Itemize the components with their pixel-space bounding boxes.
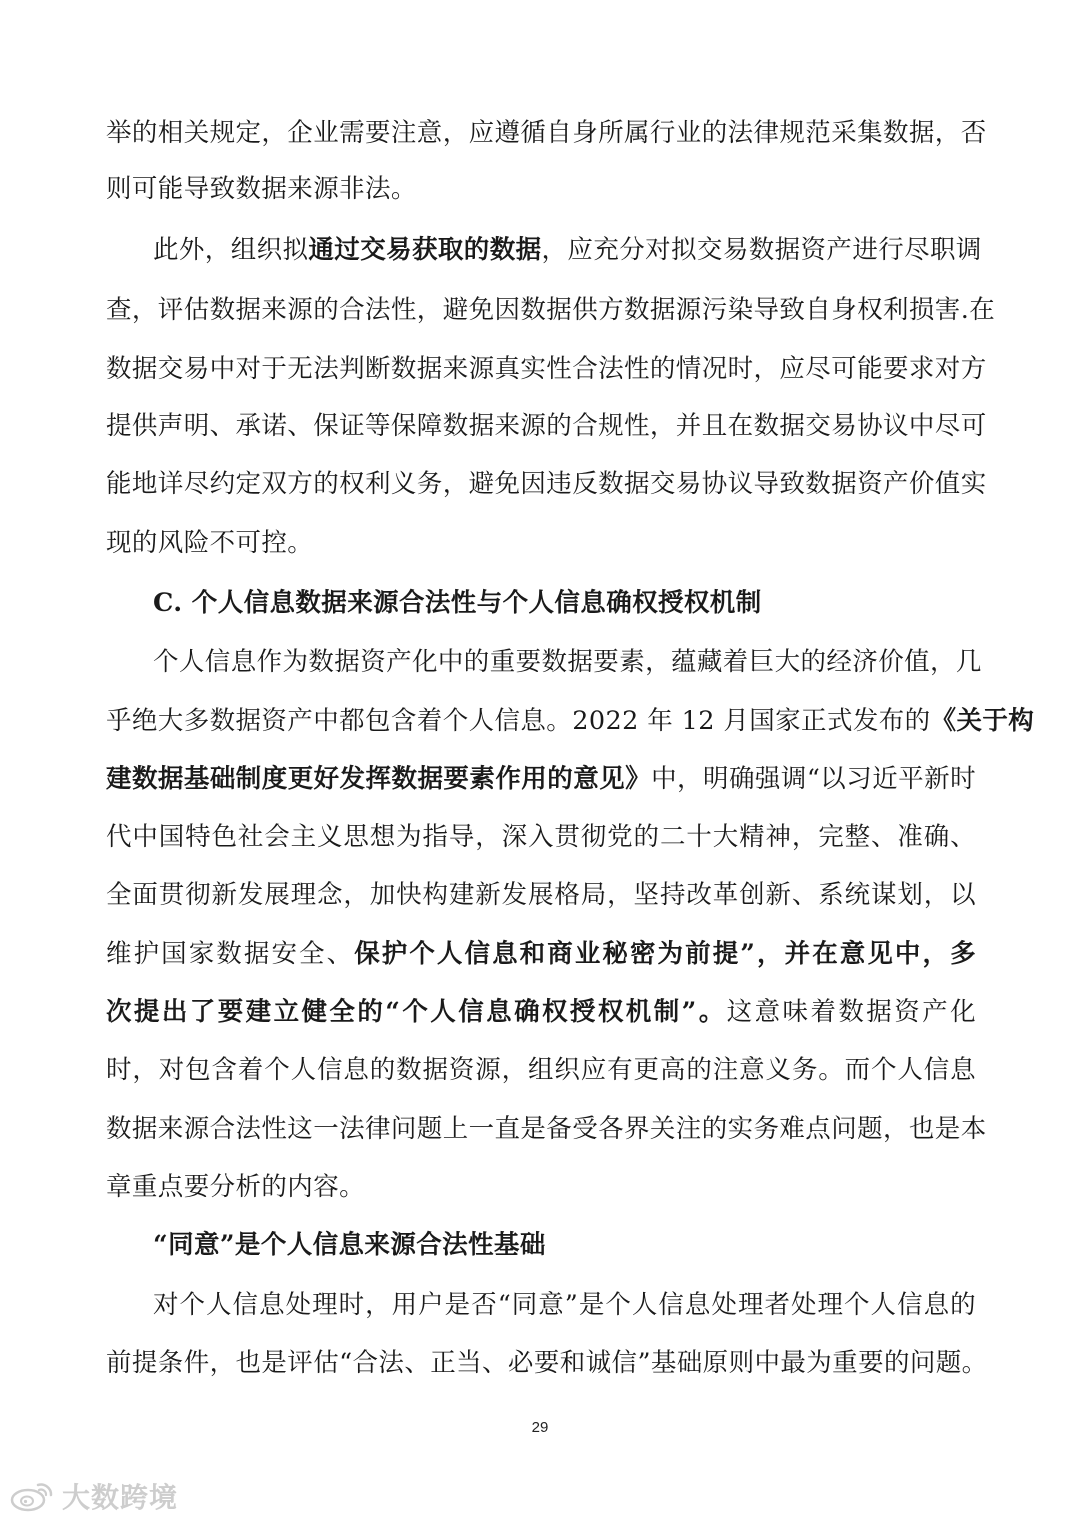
watermark: [8, 1476, 178, 1516]
watermark-text: 大数跨境: [62, 1481, 179, 1514]
paragraph-line: [106, 409, 987, 443]
paragraph-line: [106, 995, 976, 1029]
paragraph-line: [153, 1288, 976, 1322]
paragraph-line: [106, 116, 987, 150]
text: 前提条件，也是评估“合法、正当、必要和诚信”基础原则中最为重要的问题。: [106, 1348, 988, 1378]
text: 此外，组织拟: [153, 235, 309, 265]
text: 个人信息作为数据资产化中的重要数据要素，蕴藏着巨大的经济价值，几: [153, 647, 982, 677]
paragraph-line: [106, 762, 976, 796]
paragraph-line: [106, 172, 976, 206]
paragraph-line: [106, 1170, 976, 1204]
text: 能地详尽约定双方的权利义务，避免因违反数据交易协议导致数据资产价值实: [106, 469, 987, 499]
paragraph-line: [106, 1112, 987, 1146]
section-heading-c: [153, 586, 1023, 620]
bold-text: 建数据基础制度更好发挥数据要素作用的意见》: [106, 764, 652, 794]
text: 则可能导致数据来源非法。: [106, 174, 417, 204]
section-heading-consent: [153, 1228, 1023, 1262]
page-number: 29: [531, 1419, 549, 1436]
bold-text: 通过交易获取的数据: [308, 235, 542, 265]
text: 数据交易中对于无法判断数据来源真实性合法性的情况时，应尽可能要求对方: [106, 354, 987, 384]
text: 举的相关规定，企业需要注意，应遵循自身所属行业的法律规范采集数据，否: [106, 118, 987, 148]
paragraph-line: [106, 937, 976, 971]
text: 对个人信息处理时，用户是否“同意”是个人信息处理者处理个人信息的: [153, 1290, 976, 1320]
text: 提供声明、承诺、保证等保障数据来源的合规性，并且在数据交易协议中尽可: [106, 411, 987, 441]
text: 乎绝大多数据资产中都包含着个人信息。2022 年 12 月国家正式发布的: [106, 706, 931, 736]
paragraph-line: [106, 526, 976, 560]
paragraph-line: [106, 704, 1035, 738]
paragraph-line: [106, 1053, 976, 1087]
text: 时，对包含着个人信息的数据资源，组织应有更高的注意义务。而个人信息: [106, 1055, 976, 1085]
text: 这意味着数据资产化: [726, 997, 976, 1027]
text: 维护国家数据安全、: [106, 939, 355, 969]
text: 数据来源合法性这一法律问题上一直是备受各界关注的实务难点问题，也是本: [106, 1114, 987, 1144]
paragraph-line: [106, 820, 976, 854]
heading-text: “同意”是个人信息来源合法性基础: [153, 1230, 546, 1260]
text: 章重点要分析的内容。: [106, 1172, 366, 1202]
text: 查，评估数据来源的合法性，避免因数据供方数据源污染导致自身权利损害.在: [106, 295, 996, 325]
paragraph-line: [106, 352, 987, 386]
text: 全面贯彻新发展理念，加快构建新发展格局，坚持改革创新、系统谋划，以: [106, 880, 976, 910]
paragraph-line: [106, 878, 976, 912]
bold-text: 保护个人信息和商业秘密为前提”，并在意见中，多: [354, 939, 976, 969]
weibo-logo-icon: [8, 1479, 58, 1513]
text: 现的风险不可控。: [106, 528, 314, 558]
bold-text: 次提出了要建立健全的“个人信息确权授权机制”。: [106, 997, 727, 1027]
text: 代中国特色社会主义思想为指导，深入贯彻党的二十大精神，完整、准确、: [106, 822, 976, 852]
paragraph-line: [106, 293, 996, 327]
paragraph-line: [106, 467, 987, 501]
paragraph-line: [106, 1346, 988, 1380]
bold-text: 《关于构: [930, 706, 1035, 736]
heading-text: C. 个人信息数据来源合法性与个人信息确权授权机制: [153, 588, 762, 618]
paragraph-line: [153, 645, 982, 679]
paragraph-line: [153, 233, 982, 267]
text: ，应充分对拟交易数据资产进行尽职调: [541, 235, 982, 265]
text: 中，明确强调“以习近平新时: [651, 764, 976, 794]
